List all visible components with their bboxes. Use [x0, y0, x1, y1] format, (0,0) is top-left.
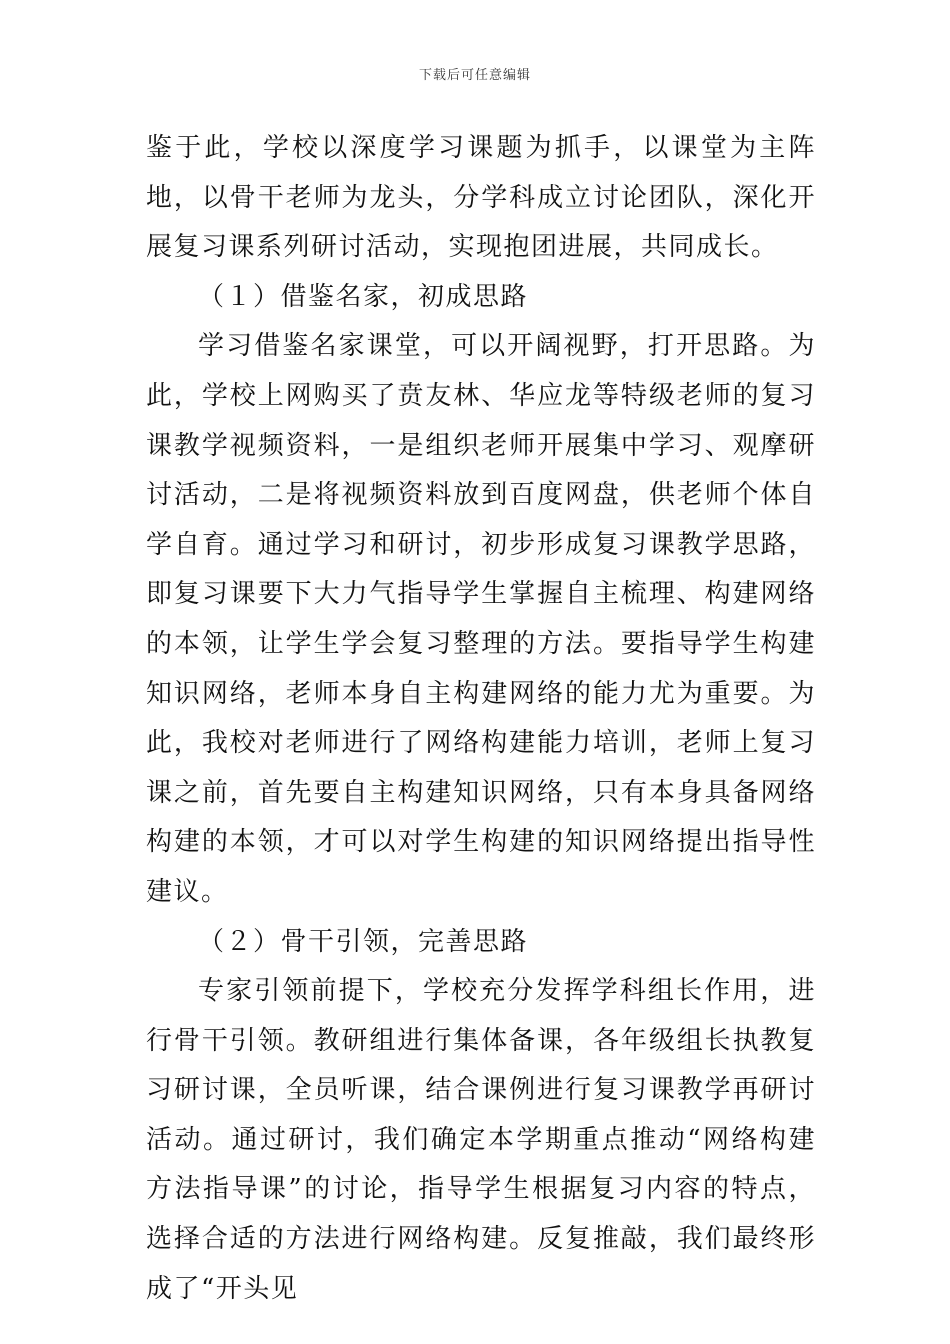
section-heading-1: （１）借鉴名家，初成思路 [198, 281, 529, 312]
paragraph-backbone-leading: 专家引领前提下，学校充分发挥学科组长作用，进行骨干引领。教研组进行集体备课，各年级组长执教复习研讨课，全员听课，结合课例进行复习课教学再研讨活动。通过研讨，我们确定本学期重点推动“网络构建方法指导课”的讨论，指导学生根据复习内容的特点，选择合适的方法进行网络构建。反复推敲，我们最终形成了“开头见 [146, 976, 816, 1304]
paragraph-borrow-masters: 学习借鉴名家课堂，可以开阔视野，打开思路。为此，学校上网购买了贲友林、华应龙等特级老师的复习课教学视频资料，一是组织老师开展集中学习、观摩研讨活动，二是将视频资料放到百度网盘，供老师个体自学自育。通过学习和研讨，初步形成复习课教学思路，即复习课要下大力气指导学生掌握自主梳理、构建网络的本领，让学生学会复习整理的方法。要指导学生构建知识网络，老师本身自主构建网络的能力尤为重要。为此，我校对老师进行了网络构建能力培训，老师上复习课之前，首先要自主构建知识网络，只有本身具备网络构建的本领，才可以对学生构建的知识网络提出指导性建议。 [146, 331, 816, 907]
section-heading-2: （２）骨干引领，完善思路 [198, 926, 529, 957]
paragraph-continuation: 鉴于此，学校以深度学习课题为抓手，以课堂为主阵地，以骨干老师为龙头，分学科成立讨论团队，深化开展复习课系列研讨活动，实现抱团进展，共同成长。 [146, 133, 816, 263]
page-header: 下载后可任意编辑 [418, 68, 531, 83]
document-body [146, 124, 816, 1314]
